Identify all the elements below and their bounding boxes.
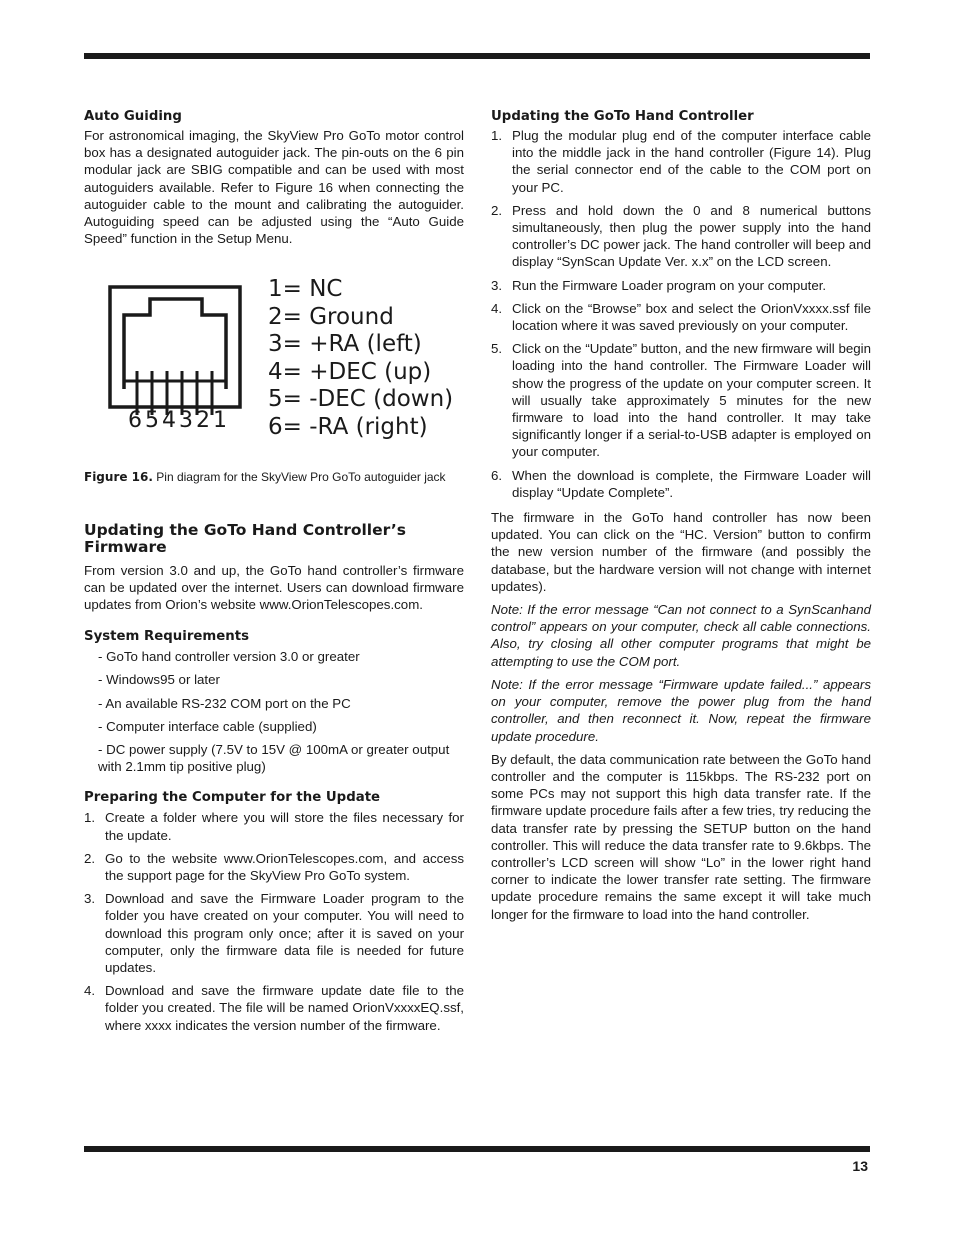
page-number: 13 xyxy=(852,1158,868,1174)
list-item: 3. Run the Firmware Loader program on your computer. xyxy=(491,277,827,293)
list-item: 2. Press and hold down the 0 and 8 numerical buttons simultaneously, then plug the power supply into the hand controller’s DC power jack. The hand controller will beep and display “SynScan Update Ver. x.x” on the LCD screen. xyxy=(491,202,871,270)
right-column xyxy=(491,108,871,923)
preparing-steps xyxy=(84,809,464,1033)
firmware-intro: From version 3.0 and up, the GoTo hand controller’s firmware can be updated over the internet. Users can download firmware updates from Orion’s website www.OrionTelescopes.com. xyxy=(84,562,464,613)
data-rate-paragraph: By default, the data communication rate between the GoTo hand controller and the computer is 115kbps. The RS-232 port on some PCs may not support this high data transfer rate. If the firmware update procedure fails after a few tries, try reducing the data transfer rate by pressing the SETUP button on the hand controller. This will reduce the data transfer rate to 9.6kbps. The controller’s LCD screen will show “Lo” in the lower right hand corner to indicate the lower transfer rate setting. The firmware update procedure remains the same except it will take much longer for the firmware to load into the hand controller. xyxy=(491,751,871,922)
top-rule xyxy=(84,53,870,59)
requirement-item: - An available RS-232 COM port on the PC xyxy=(98,695,351,711)
list-item: 5. Click on the “Update” button, and the new firmware will begin loading into the hand controller. The Firmware Loader will show the progress of the update on your computer screen. It will usually take approximately 5 minutes for the new firmware to load into the hand controller. It may take significantly longer if a serial-to-USB adapter is employed on your computer. xyxy=(491,341,871,460)
pin-5: 5= -DEC (down) xyxy=(268,386,454,413)
system-requirements-heading: System Requirements xyxy=(84,629,250,645)
figure-16 xyxy=(84,276,464,466)
pin-3: 3= +RA (left) xyxy=(268,331,422,358)
list-item: 4. Click on the “Browse” box and select the OrionVxxxx.ssf file location where it was saved previously on your computer. xyxy=(491,300,871,334)
modular-jack-diagram xyxy=(108,285,248,417)
left-column xyxy=(84,108,464,1040)
jack-outline xyxy=(110,287,240,407)
list-item: 2. Go to the website www.OrionTelescopes.com, and access the support page for the SkyView Pro GoTo system. xyxy=(84,850,464,884)
note-update-failed: Note: If the error message “Firmware update failed...” appears on your computer, remove the power plug from the hand controller, and then reconnect it. Now, repeat the firmware update procedure. xyxy=(491,676,871,744)
list-item: 1. Plug the modular plug end of the computer interface cable into the middle jack in the hand controller (Figure 14). Plug the serial connector end of the cable to the COM port on your PC. xyxy=(491,128,871,195)
requirement-item: - Windows95 or later xyxy=(98,672,220,688)
list-item: 6. When the download is complete, the Firmware Loader will display “Update Complete”. xyxy=(491,467,871,500)
list-item: 4. Download and save the firmware update date file to the folder you created. The file will be named OrionVxxxxEQ.ssf, where xxxx indicates the version number of the firmware. xyxy=(84,983,464,1033)
updated-paragraph: The firmware in the GoTo hand controller has now been updated. You can click on the “HC. Version” button to confirm the new version number of the firmware (and possibly the database, but the hardware version will not change with internet updates). xyxy=(491,510,871,594)
auto-guiding-heading: Auto Guiding xyxy=(84,109,182,124)
pin-4: 4= +DEC (up) xyxy=(268,358,432,385)
pin-2: 2= Ground xyxy=(268,303,394,330)
figure-caption xyxy=(84,469,464,486)
requirement-item: - DC power supply (7.5V to 15V @ 100mA or greater output with 2.1mm tip positive plug) xyxy=(98,742,450,775)
requirement-item: - GoTo hand controller version 3.0 or greater xyxy=(98,649,360,665)
note-connect-error: Note: If the error message “Can not connect to a SynScanhand control” appears on your computer, check all cable connections. Also, try closing all other computer programs that might be attempting to use the COM port. xyxy=(491,602,871,669)
caption-text: Pin diagram for the SkyView Pro GoTo autoguider jack xyxy=(156,470,446,485)
pin-1: 1= NC xyxy=(268,276,343,303)
pin-list xyxy=(268,276,453,441)
updating-heading: Updating the GoTo Hand Controller xyxy=(491,109,754,124)
list-item: 3. Download and save the Firmware Loader program to the folder you have created on your computer. You will need to download this program only once; after it is saved on your computer, only the firmware data file is needed for future updates. xyxy=(84,891,464,976)
list-item: 1. Create a folder where you will store the files necessary for the update. xyxy=(84,810,464,843)
preparing-heading: Preparing the Computer for the Update xyxy=(84,790,381,806)
caption-label: Figure 16. xyxy=(84,470,153,485)
firmware-heading: Updating the GoTo Hand Controller’s Firmware xyxy=(84,520,407,556)
bottom-rule xyxy=(84,1146,870,1152)
pin-numbers: 654321 xyxy=(128,408,230,434)
updating-steps xyxy=(491,127,871,501)
pin-6: 6= -RA (right) xyxy=(268,413,428,440)
auto-guiding-text: For astronomical imaging, the SkyView Pro GoTo motor control box has a designated autoguider jack. The pin-outs on the 6 pin modular jack are SBIG compatible and can be used with most autoguiders available. Refer to Figure 16 when connecting the autoguider cable to the mount and calibrating the autoguider. Autoguiding speed can be adjusted using the “Auto Guide Speed” function in the Setup Menu. xyxy=(84,128,464,247)
requirement-item: - Computer interface cable (supplied) xyxy=(98,718,317,734)
